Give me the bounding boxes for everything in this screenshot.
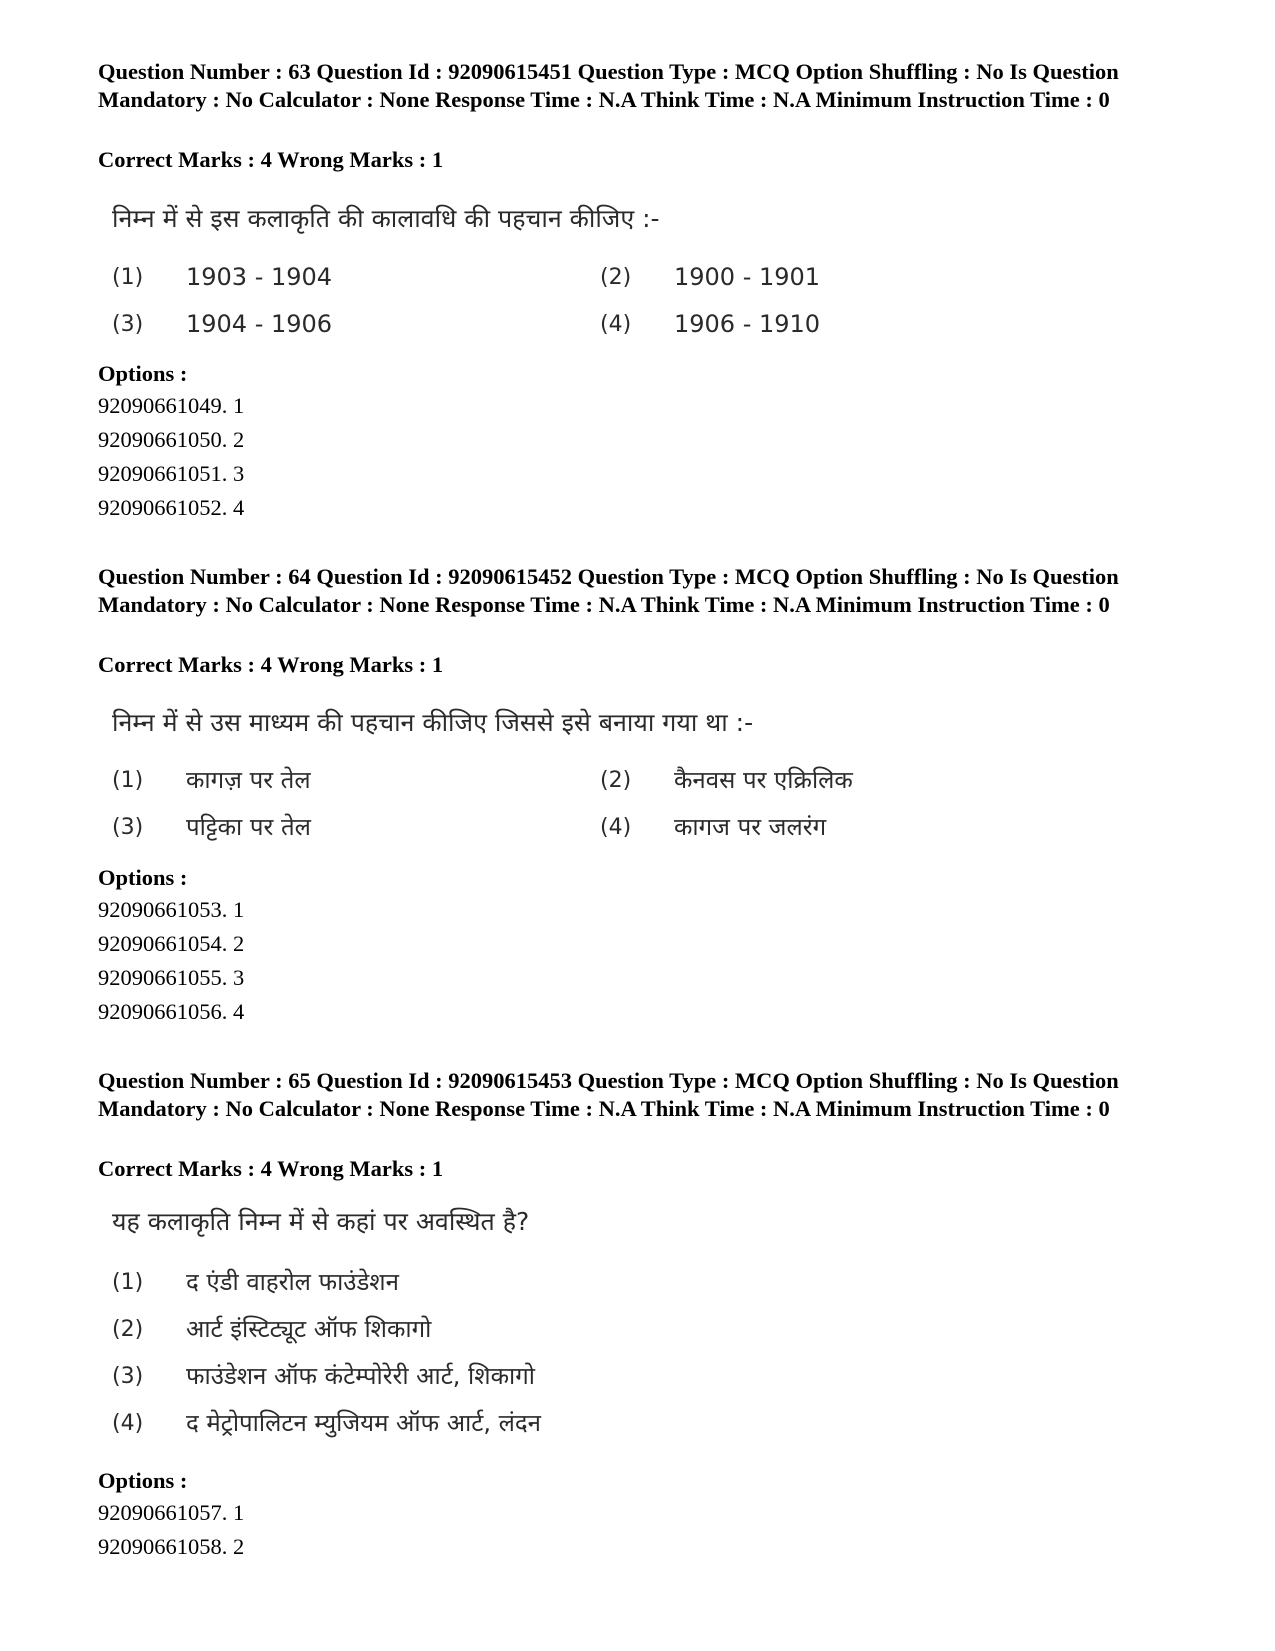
choice-text: कागज़ पर तेल: [186, 766, 311, 794]
choice-number: (2): [600, 265, 632, 290]
choice-text: 1903 - 1904: [186, 263, 333, 291]
question-63-options-label: Options :: [98, 361, 188, 386]
choice-number: (1): [112, 1270, 144, 1295]
choice-number: (1): [112, 265, 144, 290]
choice-text: फाउंडेशन ऑफ कंटेम्पोरेरी आर्ट, शिकागो: [186, 1362, 535, 1390]
question-65-choice-2: [112, 1313, 812, 1345]
question-64-marks: Correct Marks : 4 Wrong Marks : 1: [98, 652, 444, 677]
choice-text: 1900 - 1901: [674, 263, 821, 291]
question-65-choice-1: [112, 1266, 812, 1298]
choice-number: (4): [112, 1411, 144, 1436]
question-64-choice-2: [600, 764, 1040, 796]
choice-text: 1906 - 1910: [674, 310, 821, 338]
question-63-choice-2: [600, 261, 1040, 293]
choice-text: द एंडी वाहरोल फाउंडेशन: [186, 1268, 399, 1296]
question-64-text: निम्न में से उस माध्यम की पहचान कीजिए जिससे इसे बनाया गया था :-: [112, 708, 754, 737]
option-id: 92090661049. 1: [98, 393, 245, 418]
option-id: 92090661053. 1: [98, 897, 245, 922]
option-id: 92090661056. 4: [98, 999, 245, 1024]
question-63-text: निम्न में से इस कलाकृति की कालावधि की पहचान कीजिए :-: [112, 204, 660, 233]
question-64-choice-3: [112, 811, 552, 843]
option-id: 92090661057. 1: [98, 1500, 245, 1525]
option-id: 92090661051. 3: [98, 461, 245, 486]
question-63-choice-3: [112, 308, 552, 340]
question-63-choice-1: [112, 261, 552, 293]
choice-text: द मेट्रोपालिटन म्युजियम ऑफ आर्ट, लंदन: [186, 1409, 541, 1437]
question-64-meta: Question Number : 64 Question Id : 92090615452 Question Type : MCQ Option Shuffling : No Is Question Mandatory : No Calculator : None Response Time : N.A Think Time : N.A Minimum Instruction Time : 0: [98, 564, 1119, 617]
choice-text: 1904 - 1906: [186, 310, 333, 338]
question-65-option-ids: [98, 1496, 244, 1564]
choice-text: आर्ट इंस्टिट्यूट ऑफ शिकागो: [186, 1315, 432, 1343]
question-63-option-ids: [98, 389, 244, 525]
choice-text: कागज पर जलरंग: [674, 813, 827, 841]
question-63-marks: Correct Marks : 4 Wrong Marks : 1: [98, 147, 444, 172]
option-id: 92090661058. 2: [98, 1534, 245, 1559]
question-65-choice-3: [112, 1360, 812, 1392]
question-63-choice-4: [600, 308, 1040, 340]
choice-number: (4): [600, 312, 632, 337]
question-64-choice-1: [112, 764, 552, 796]
choice-number: (2): [600, 768, 632, 793]
question-64-choice-4: [600, 811, 1040, 843]
question-65-options-label: Options :: [98, 1468, 188, 1493]
question-65-meta: Question Number : 65 Question Id : 92090615453 Question Type : MCQ Option Shuffling : No Is Question Mandatory : No Calculator : None Response Time : N.A Think Time : N.A Minimum Instruction Time : 0: [98, 1068, 1119, 1121]
choice-text: कैनवस पर एक्रिलिक: [674, 766, 853, 794]
choice-number: (4): [600, 815, 632, 840]
question-64-option-ids: [98, 893, 244, 1029]
question-65-text: यह कलाकृति निम्न में से कहां पर अवस्थित है?: [112, 1207, 530, 1236]
question-65-marks: Correct Marks : 4 Wrong Marks : 1: [98, 1156, 444, 1181]
choice-number: (3): [112, 312, 144, 337]
option-id: 92090661050. 2: [98, 427, 245, 452]
question-65-choice-4: [112, 1407, 812, 1439]
choice-number: (3): [112, 815, 144, 840]
option-id: 92090661052. 4: [98, 495, 245, 520]
choice-text: पट्टिका पर तेल: [186, 813, 311, 841]
choice-number: (1): [112, 768, 144, 793]
option-id: 92090661054. 2: [98, 931, 245, 956]
option-id: 92090661055. 3: [98, 965, 245, 990]
question-64-options-label: Options :: [98, 865, 188, 890]
question-63-meta: Question Number : 63 Question Id : 92090615451 Question Type : MCQ Option Shuffling : No Is Question Mandatory : No Calculator : None Response Time : N.A Think Time : N.A Minimum Instruction Time : 0: [98, 59, 1119, 112]
choice-number: (2): [112, 1317, 144, 1342]
choice-number: (3): [112, 1364, 144, 1389]
